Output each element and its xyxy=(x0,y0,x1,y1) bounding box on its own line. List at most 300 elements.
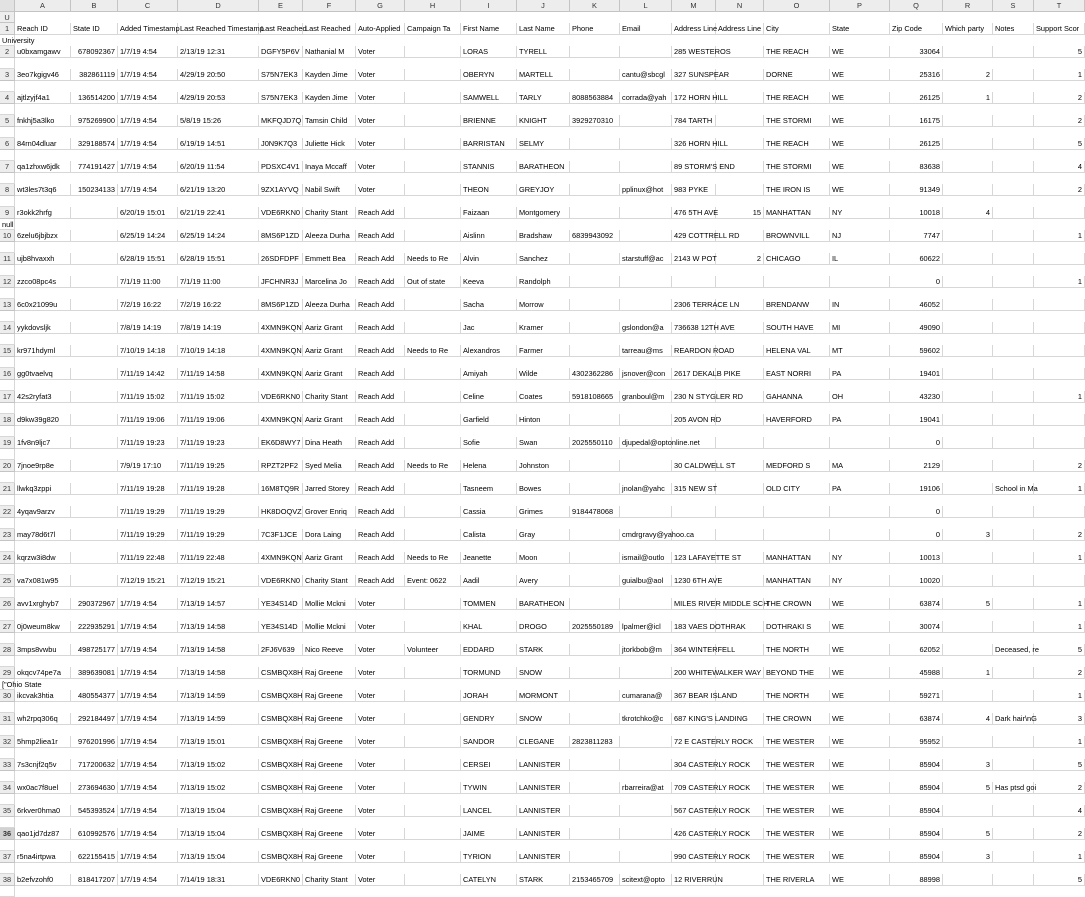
row-header[interactable]: 31 xyxy=(0,713,15,725)
cell-n22[interactable] xyxy=(716,506,764,518)
cell-j30[interactable]: MORMONT xyxy=(517,690,570,702)
cell-j21[interactable]: Bowes xyxy=(517,483,570,495)
cell-q19[interactable]: 0 xyxy=(890,437,943,449)
cell-l18[interactable] xyxy=(620,414,672,426)
cell-u3[interactable] xyxy=(0,81,15,93)
row-header[interactable]: 32 xyxy=(0,736,15,748)
column-header-u[interactable]: U xyxy=(0,12,15,24)
cell-f5[interactable]: Tamsin Child xyxy=(303,115,356,127)
cell-l8[interactable]: pplinux@hot xyxy=(620,184,672,196)
cell-k9[interactable] xyxy=(570,207,620,219)
cell-t12[interactable]: 1 xyxy=(1034,276,1085,288)
cell-f36[interactable]: Raj Greene xyxy=(303,828,356,840)
cell-s12[interactable] xyxy=(993,276,1034,288)
cell-t23[interactable]: 2 xyxy=(1034,529,1085,541)
cell-l30[interactable]: cumarana@ xyxy=(620,690,672,702)
cell-a25[interactable]: va7x081w95 xyxy=(15,575,71,587)
cell-r26[interactable]: 5 xyxy=(943,598,993,610)
cell-g18[interactable]: Reach Add xyxy=(356,414,405,426)
cell-j16[interactable]: Wilde xyxy=(517,368,570,380)
cell-c28[interactable]: 1/7/19 4:54 xyxy=(118,644,178,656)
cell-p2[interactable]: WE xyxy=(830,46,890,58)
cell-o2[interactable]: THE REACH xyxy=(764,46,830,58)
cell-l20[interactable] xyxy=(620,460,672,472)
cell-c13[interactable]: 7/2/19 16:22 xyxy=(118,299,178,311)
cell-g14[interactable]: Reach Add xyxy=(356,322,405,334)
cell-u6[interactable] xyxy=(0,150,15,162)
cell-n16[interactable] xyxy=(716,368,764,380)
cell-h16[interactable] xyxy=(405,368,461,380)
cell-f15[interactable]: Aariz Grant xyxy=(303,345,356,357)
cell-d31[interactable]: 7/13/19 14:59 xyxy=(178,713,259,725)
cell-i9[interactable]: Faizaan xyxy=(461,207,517,219)
row-header[interactable]: 24 xyxy=(0,552,15,564)
cell-m15[interactable]: REARDON ROAD xyxy=(672,345,716,357)
cell-o34[interactable]: THE WESTER xyxy=(764,782,830,794)
cell-e4[interactable]: S75N7EK3 xyxy=(259,92,303,104)
cell-t5[interactable]: 2 xyxy=(1034,115,1085,127)
cell-p21[interactable]: PA xyxy=(830,483,890,495)
cell-u30[interactable] xyxy=(0,702,15,714)
cell-k25[interactable] xyxy=(570,575,620,587)
cell-a37[interactable]: r5na4irtpwa xyxy=(15,851,71,863)
cell-f3[interactable]: Kayden Jime xyxy=(303,69,356,81)
cell-p26[interactable]: WE xyxy=(830,598,890,610)
cell-f29[interactable]: Raj Greene xyxy=(303,667,356,679)
cell-i32[interactable]: SANDOR xyxy=(461,736,517,748)
cell-h1[interactable]: Campaign Ta xyxy=(405,23,461,35)
cell-b25[interactable] xyxy=(71,575,118,587)
cell-h22[interactable] xyxy=(405,506,461,518)
cell-p31[interactable]: WE xyxy=(830,713,890,725)
cell-i29[interactable]: TORMUND xyxy=(461,667,517,679)
row-header[interactable]: 14 xyxy=(0,322,15,334)
cell-b32[interactable]: 976201996 xyxy=(71,736,118,748)
cell-p25[interactable]: NY xyxy=(830,575,890,587)
cell-f30[interactable]: Raj Greene xyxy=(303,690,356,702)
cell-b37[interactable]: 622155415 xyxy=(71,851,118,863)
cell-s19[interactable] xyxy=(993,437,1034,449)
row-header[interactable]: 28 xyxy=(0,644,15,656)
cell-d33[interactable]: 7/13/19 15:02 xyxy=(178,759,259,771)
cell-l10[interactable] xyxy=(620,230,672,242)
cell-c2[interactable]: 1/7/19 4:54 xyxy=(118,46,178,58)
cell-s20[interactable] xyxy=(993,460,1034,472)
cell-i8[interactable]: THEON xyxy=(461,184,517,196)
cell-k30[interactable] xyxy=(570,690,620,702)
cell-h12[interactable]: Out of state xyxy=(405,276,461,288)
cell-r23[interactable]: 3 xyxy=(943,529,993,541)
cell-l17[interactable]: granboul@m xyxy=(620,391,672,403)
cell-p27[interactable]: WE xyxy=(830,621,890,633)
cell-k4[interactable]: 8088563884 xyxy=(570,92,620,104)
cell-t28[interactable]: 5 xyxy=(1034,644,1085,656)
cell-g5[interactable]: Voter xyxy=(356,115,405,127)
row-header[interactable]: 26 xyxy=(0,598,15,610)
cell-p38[interactable]: WE xyxy=(830,874,890,886)
cell-t26[interactable]: 1 xyxy=(1034,598,1085,610)
cell-f14[interactable]: Aariz Grant xyxy=(303,322,356,334)
cell-m34[interactable]: 709 CASTERLY ROCK xyxy=(672,782,716,794)
cell-r25[interactable] xyxy=(943,575,993,587)
cell-e25[interactable]: VDE6RKN0 xyxy=(259,575,303,587)
cell-b38[interactable]: 818417207 xyxy=(71,874,118,886)
column-header-h[interactable]: H xyxy=(405,0,461,12)
cell-i19[interactable]: Sofie xyxy=(461,437,517,449)
cell-r6[interactable] xyxy=(943,138,993,150)
cell-o13[interactable]: BRENDANW xyxy=(764,299,830,311)
cell-o31[interactable]: THE CROWN xyxy=(764,713,830,725)
cell-i4[interactable]: SAMWELL xyxy=(461,92,517,104)
cell-b31[interactable]: 292184497 xyxy=(71,713,118,725)
cell-j22[interactable]: Grimes xyxy=(517,506,570,518)
cell-t29[interactable]: 2 xyxy=(1034,667,1085,679)
cell-g26[interactable]: Voter xyxy=(356,598,405,610)
cell-q11[interactable]: 60622 xyxy=(890,253,943,265)
cell-k26[interactable] xyxy=(570,598,620,610)
cell-o9[interactable]: MANHATTAN xyxy=(764,207,830,219)
cell-o17[interactable]: GAHANNA xyxy=(764,391,830,403)
cell-l5[interactable] xyxy=(620,115,672,127)
row-header[interactable]: 4 xyxy=(0,92,15,104)
cell-d9[interactable]: 6/21/19 22:41 xyxy=(178,207,259,219)
cell-q3[interactable]: 25316 xyxy=(890,69,943,81)
cell-o8[interactable]: THE IRON IS xyxy=(764,184,830,196)
cell-h34[interactable] xyxy=(405,782,461,794)
row-header[interactable]: 6 xyxy=(0,138,15,150)
cell-n6[interactable] xyxy=(716,138,764,150)
cell-q25[interactable]: 10020 xyxy=(890,575,943,587)
cell-l25[interactable]: guialbu@aol xyxy=(620,575,672,587)
cell-a17[interactable]: 42s2ryfat3 xyxy=(15,391,71,403)
cell-k31[interactable] xyxy=(570,713,620,725)
cell-c22[interactable]: 7/11/19 19:29 xyxy=(118,506,178,518)
cell-e38[interactable]: VDE6RKN0 xyxy=(259,874,303,886)
cell-g33[interactable]: Voter xyxy=(356,759,405,771)
cell-n36[interactable] xyxy=(716,828,764,840)
cell-i6[interactable]: BARRISTAN xyxy=(461,138,517,150)
cell-g24[interactable]: Reach Add xyxy=(356,552,405,564)
cell-n11[interactable]: 2 xyxy=(716,253,764,265)
cell-k3[interactable] xyxy=(570,69,620,81)
cell-l7[interactable] xyxy=(620,161,672,173)
cell-r11[interactable] xyxy=(943,253,993,265)
cell-n9[interactable]: 15 xyxy=(716,207,764,219)
column-header-c[interactable]: C xyxy=(118,0,178,12)
cell-e9[interactable]: VDE6RKN0 xyxy=(259,207,303,219)
cell-c16[interactable]: 7/11/19 14:42 xyxy=(118,368,178,380)
cell-f23[interactable]: Dora Laing xyxy=(303,529,356,541)
cell-j32[interactable]: CLEGANE xyxy=(517,736,570,748)
cell-c21[interactable]: 7/11/19 19:28 xyxy=(118,483,178,495)
cell-m30[interactable]: 367 BEAR ISLAND xyxy=(672,690,716,702)
cell-l37[interactable] xyxy=(620,851,672,863)
cell-j38[interactable]: STARK xyxy=(517,874,570,886)
cell-l34[interactable]: rbarreira@at xyxy=(620,782,672,794)
select-all-corner[interactable] xyxy=(0,0,15,12)
cell-n3[interactable] xyxy=(716,69,764,81)
cell-s3[interactable] xyxy=(993,69,1034,81)
cell-j11[interactable]: Sanchez xyxy=(517,253,570,265)
cell-c8[interactable]: 1/7/19 4:54 xyxy=(118,184,178,196)
cell-o24[interactable]: MANHATTAN xyxy=(764,552,830,564)
column-header-r[interactable]: R xyxy=(943,0,993,12)
cell-e8[interactable]: 9ZX1AYVQ xyxy=(259,184,303,196)
cell-f21[interactable]: Jarred Storey xyxy=(303,483,356,495)
cell-a8[interactable]: wt3les7t3q6 xyxy=(15,184,71,196)
column-header-d[interactable]: D xyxy=(178,0,259,12)
cell-o6[interactable]: THE REACH xyxy=(764,138,830,150)
cell-m17[interactable]: 230 N STYGLER RD xyxy=(672,391,716,403)
cell-d26[interactable]: 7/13/19 14:57 xyxy=(178,598,259,610)
cell-k38[interactable]: 2153465709 xyxy=(570,874,620,886)
cell-b17[interactable] xyxy=(71,391,118,403)
cell-q5[interactable]: 16175 xyxy=(890,115,943,127)
cell-s35[interactable] xyxy=(993,805,1034,817)
cell-d7[interactable]: 6/20/19 11:54 xyxy=(178,161,259,173)
cell-n32[interactable] xyxy=(716,736,764,748)
cell-k17[interactable]: 5918108665 xyxy=(570,391,620,403)
cell-d5[interactable]: 5/8/19 15:26 xyxy=(178,115,259,127)
cell-j10[interactable]: Bradshaw xyxy=(517,230,570,242)
cell-n12[interactable] xyxy=(716,276,764,288)
cell-d8[interactable]: 6/21/19 13:20 xyxy=(178,184,259,196)
cell-h13[interactable] xyxy=(405,299,461,311)
cell-i7[interactable]: STANNIS xyxy=(461,161,517,173)
cell-i24[interactable]: Jeanette xyxy=(461,552,517,564)
cell-n8[interactable] xyxy=(716,184,764,196)
cell-p7[interactable]: WE xyxy=(830,161,890,173)
cell-b6[interactable]: 329188574 xyxy=(71,138,118,150)
cell-f38[interactable]: Charity Stant xyxy=(303,874,356,886)
cell-s38[interactable] xyxy=(993,874,1034,886)
cell-q20[interactable]: 2129 xyxy=(890,460,943,472)
cell-l36[interactable] xyxy=(620,828,672,840)
cell-d25[interactable]: 7/12/19 15:21 xyxy=(178,575,259,587)
cell-q29[interactable]: 45988 xyxy=(890,667,943,679)
cell-k15[interactable] xyxy=(570,345,620,357)
cell-t22[interactable] xyxy=(1034,506,1085,518)
cell-d34[interactable]: 7/13/19 15:02 xyxy=(178,782,259,794)
cell-d3[interactable]: 4/29/19 20:50 xyxy=(178,69,259,81)
cell-n18[interactable] xyxy=(716,414,764,426)
cell-i12[interactable]: Keeva xyxy=(461,276,517,288)
cell-n17[interactable] xyxy=(716,391,764,403)
cell-r5[interactable] xyxy=(943,115,993,127)
cell-l4[interactable]: corrada@yah xyxy=(620,92,672,104)
cell-a36[interactable]: qao1jd7dz87 xyxy=(15,828,71,840)
cell-p18[interactable]: PA xyxy=(830,414,890,426)
cell-u9[interactable]: null xyxy=(0,219,15,231)
cell-q27[interactable]: 30074 xyxy=(890,621,943,633)
cell-f24[interactable]: Aariz Grant xyxy=(303,552,356,564)
cell-g29[interactable]: Voter xyxy=(356,667,405,679)
cell-q13[interactable]: 46052 xyxy=(890,299,943,311)
row-header[interactable]: 20 xyxy=(0,460,15,472)
cell-l33[interactable] xyxy=(620,759,672,771)
cell-g32[interactable]: Voter xyxy=(356,736,405,748)
cell-c4[interactable]: 1/7/19 4:54 xyxy=(118,92,178,104)
cell-q14[interactable]: 49090 xyxy=(890,322,943,334)
cell-g38[interactable]: Voter xyxy=(356,874,405,886)
cell-p29[interactable]: WE xyxy=(830,667,890,679)
cell-d16[interactable]: 7/11/19 14:58 xyxy=(178,368,259,380)
cell-f37[interactable]: Raj Greene xyxy=(303,851,356,863)
cell-j4[interactable]: TARLY xyxy=(517,92,570,104)
cell-q16[interactable]: 19401 xyxy=(890,368,943,380)
cell-r1[interactable]: Which party xyxy=(943,23,993,35)
cell-s23[interactable] xyxy=(993,529,1034,541)
cell-k18[interactable] xyxy=(570,414,620,426)
cell-g37[interactable]: Voter xyxy=(356,851,405,863)
cell-q21[interactable]: 19106 xyxy=(890,483,943,495)
cell-l22[interactable] xyxy=(620,506,672,518)
column-header-q[interactable]: Q xyxy=(890,0,943,12)
cell-t16[interactable] xyxy=(1034,368,1085,380)
row-header[interactable]: 19 xyxy=(0,437,15,449)
cell-t32[interactable]: 1 xyxy=(1034,736,1085,748)
cell-p12[interactable] xyxy=(830,276,890,288)
cell-s1[interactable]: Notes xyxy=(993,23,1034,35)
cell-q30[interactable]: 59271 xyxy=(890,690,943,702)
cell-j14[interactable]: Kramer xyxy=(517,322,570,334)
row-header[interactable]: 18 xyxy=(0,414,15,426)
cell-g2[interactable]: Voter xyxy=(356,46,405,58)
cell-h28[interactable]: Volunteer xyxy=(405,644,461,656)
cell-a18[interactable]: d9kw39g820 xyxy=(15,414,71,426)
cell-o30[interactable]: THE NORTH xyxy=(764,690,830,702)
cell-s11[interactable] xyxy=(993,253,1034,265)
column-header-k[interactable]: K xyxy=(570,0,620,12)
cell-q22[interactable]: 0 xyxy=(890,506,943,518)
cell-j7[interactable]: BARATHEON xyxy=(517,161,570,173)
cell-e29[interactable]: CSMBQX8H xyxy=(259,667,303,679)
cell-q2[interactable]: 33064 xyxy=(890,46,943,58)
cell-s27[interactable] xyxy=(993,621,1034,633)
cell-q32[interactable]: 95952 xyxy=(890,736,943,748)
cell-i15[interactable]: Alexandros xyxy=(461,345,517,357)
cell-n37[interactable] xyxy=(716,851,764,863)
cell-e17[interactable]: VDE6RKN0 xyxy=(259,391,303,403)
cell-n7[interactable] xyxy=(716,161,764,173)
cell-q6[interactable]: 26125 xyxy=(890,138,943,150)
cell-r10[interactable] xyxy=(943,230,993,242)
cell-d29[interactable]: 7/13/19 14:58 xyxy=(178,667,259,679)
cell-p28[interactable]: WE xyxy=(830,644,890,656)
cell-u27[interactable] xyxy=(0,633,15,645)
cell-q28[interactable]: 62052 xyxy=(890,644,943,656)
cell-h26[interactable] xyxy=(405,598,461,610)
cell-a30[interactable]: ikcvak3htia xyxy=(15,690,71,702)
cell-e24[interactable]: 4XMN9KQN xyxy=(259,552,303,564)
cell-h37[interactable] xyxy=(405,851,461,863)
cell-p17[interactable]: OH xyxy=(830,391,890,403)
cell-o3[interactable]: DORNE xyxy=(764,69,830,81)
cell-c3[interactable]: 1/7/19 4:54 xyxy=(118,69,178,81)
cell-c36[interactable]: 1/7/19 4:54 xyxy=(118,828,178,840)
cell-p22[interactable] xyxy=(830,506,890,518)
cell-n28[interactable] xyxy=(716,644,764,656)
cell-b35[interactable]: 545393524 xyxy=(71,805,118,817)
cell-s33[interactable] xyxy=(993,759,1034,771)
cell-a3[interactable]: 3eo7kgigv46 xyxy=(15,69,71,81)
cell-p11[interactable]: IL xyxy=(830,253,890,265)
column-header-t[interactable]: T xyxy=(1034,0,1085,12)
cell-e18[interactable]: 4XMN9KQN xyxy=(259,414,303,426)
cell-c29[interactable]: 1/7/19 4:54 xyxy=(118,667,178,679)
cell-g11[interactable]: Reach Add xyxy=(356,253,405,265)
cell-o26[interactable]: THE CROWN xyxy=(764,598,830,610)
cell-j2[interactable]: TYRELL xyxy=(517,46,570,58)
cell-f9[interactable]: Charity Stant xyxy=(303,207,356,219)
row-header[interactable]: 30 xyxy=(0,690,15,702)
cell-s6[interactable] xyxy=(993,138,1034,150)
cell-a19[interactable]: 1fv8n9ljc7 xyxy=(15,437,71,449)
cell-t17[interactable]: 1 xyxy=(1034,391,1085,403)
cell-n25[interactable] xyxy=(716,575,764,587)
row-header[interactable]: 15 xyxy=(0,345,15,357)
cell-u5[interactable] xyxy=(0,127,15,139)
cell-j24[interactable]: Moon xyxy=(517,552,570,564)
cell-q33[interactable]: 85904 xyxy=(890,759,943,771)
cell-t18[interactable] xyxy=(1034,414,1085,426)
cell-r35[interactable] xyxy=(943,805,993,817)
cell-a24[interactable]: kqrzw3i8dw xyxy=(15,552,71,564)
cell-s26[interactable] xyxy=(993,598,1034,610)
cell-t30[interactable]: 1 xyxy=(1034,690,1085,702)
cell-r17[interactable] xyxy=(943,391,993,403)
cell-i26[interactable]: TOMMEN xyxy=(461,598,517,610)
cell-o12[interactable] xyxy=(764,276,830,288)
column-header-g[interactable]: G xyxy=(356,0,405,12)
spreadsheet-grid[interactable] xyxy=(0,0,1024,433)
cell-t13[interactable] xyxy=(1034,299,1085,311)
cell-h15[interactable]: Needs to Re xyxy=(405,345,461,357)
cell-k27[interactable]: 2025550189 xyxy=(570,621,620,633)
cell-u21[interactable] xyxy=(0,495,15,507)
cell-t6[interactable]: 5 xyxy=(1034,138,1085,150)
cell-i35[interactable]: LANCEL xyxy=(461,805,517,817)
column-header-s[interactable]: S xyxy=(993,0,1034,12)
cell-c37[interactable]: 1/7/19 4:54 xyxy=(118,851,178,863)
cell-p32[interactable]: WE xyxy=(830,736,890,748)
row-header[interactable]: 16 xyxy=(0,368,15,380)
cell-m28[interactable]: 364 WINTERFELL xyxy=(672,644,716,656)
cell-b11[interactable] xyxy=(71,253,118,265)
cell-h33[interactable] xyxy=(405,759,461,771)
cell-b36[interactable]: 610992576 xyxy=(71,828,118,840)
cell-p19[interactable] xyxy=(830,437,890,449)
cell-n26[interactable] xyxy=(716,598,764,610)
cell-r22[interactable] xyxy=(943,506,993,518)
cell-h9[interactable] xyxy=(405,207,461,219)
cell-a9[interactable]: r3okk2hrfg xyxy=(15,207,71,219)
cell-e5[interactable]: MKFQJD7Q xyxy=(259,115,303,127)
cell-e3[interactable]: S75N7EK3 xyxy=(259,69,303,81)
cell-j27[interactable]: DROGO xyxy=(517,621,570,633)
cell-n10[interactable] xyxy=(716,230,764,242)
cell-f28[interactable]: Nico Reeve xyxy=(303,644,356,656)
cell-p15[interactable]: MT xyxy=(830,345,890,357)
cell-e1[interactable]: Last Reached xyxy=(259,23,303,35)
cell-p34[interactable]: WE xyxy=(830,782,890,794)
cell-a21[interactable]: llwkq3zppi xyxy=(15,483,71,495)
cell-e11[interactable]: 26SDFDPF xyxy=(259,253,303,265)
cell-g10[interactable]: Reach Add xyxy=(356,230,405,242)
cell-r14[interactable] xyxy=(943,322,993,334)
cell-c32[interactable]: 1/7/19 4:54 xyxy=(118,736,178,748)
cell-m9[interactable]: 476 5TH AVE xyxy=(672,207,716,219)
